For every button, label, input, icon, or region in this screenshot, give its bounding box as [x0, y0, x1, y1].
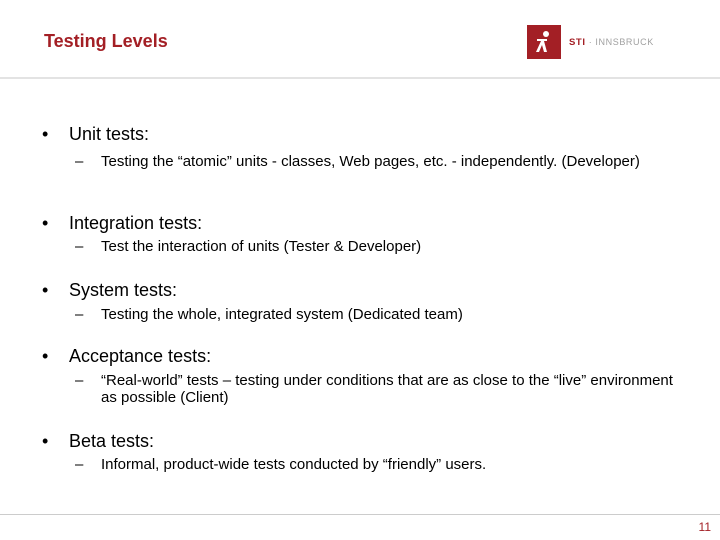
- bullet-dot: •: [42, 124, 49, 144]
- sub-dash: –: [75, 456, 84, 473]
- bullet-label: Unit tests:: [69, 124, 150, 144]
- bullet-dot: •: [42, 346, 49, 366]
- sub-text: Testing the “atomic” units - classes, Web pages, etc. - independently. (Developer): [101, 153, 640, 170]
- logo-brand: STI: [569, 36, 586, 48]
- sub-text: “Real-world” tests – testing under conditions that are as close to the “live” environment as possible (Client): [101, 372, 673, 406]
- bullet-dot: •: [42, 431, 49, 451]
- logo-separator: ·: [588, 36, 593, 47]
- footer-divider: [0, 514, 720, 515]
- sub-dash: –: [75, 153, 84, 170]
- sub-dash: –: [75, 372, 84, 389]
- sub-text: Informal, product-wide tests conducted by “friendly” users.: [101, 456, 487, 473]
- slide-title: Testing Levels: [44, 31, 168, 51]
- sub-dash: –: [75, 238, 84, 255]
- sti-innsbruck-logo: [527, 25, 654, 59]
- bullet-label: Acceptance tests:: [69, 346, 212, 366]
- bullet-dot: •: [42, 213, 49, 233]
- logo-mark-icon: [527, 25, 561, 59]
- sub-text: Test the interaction of units (Tester & Developer): [101, 238, 422, 255]
- bullet-label: Integration tests:: [69, 213, 203, 233]
- logo-text: [569, 37, 654, 48]
- bullet-label: System tests:: [69, 280, 178, 300]
- page-number: 11: [698, 520, 711, 534]
- sub-text: Testing the whole, integrated system (Dedicated team): [101, 306, 463, 323]
- bullet-label: Beta tests:: [69, 431, 155, 451]
- bullet-dot: •: [42, 280, 49, 300]
- sub-dash: –: [75, 306, 84, 323]
- logo-city: INNSBRUCK: [595, 36, 654, 47]
- header-divider: [0, 77, 720, 79]
